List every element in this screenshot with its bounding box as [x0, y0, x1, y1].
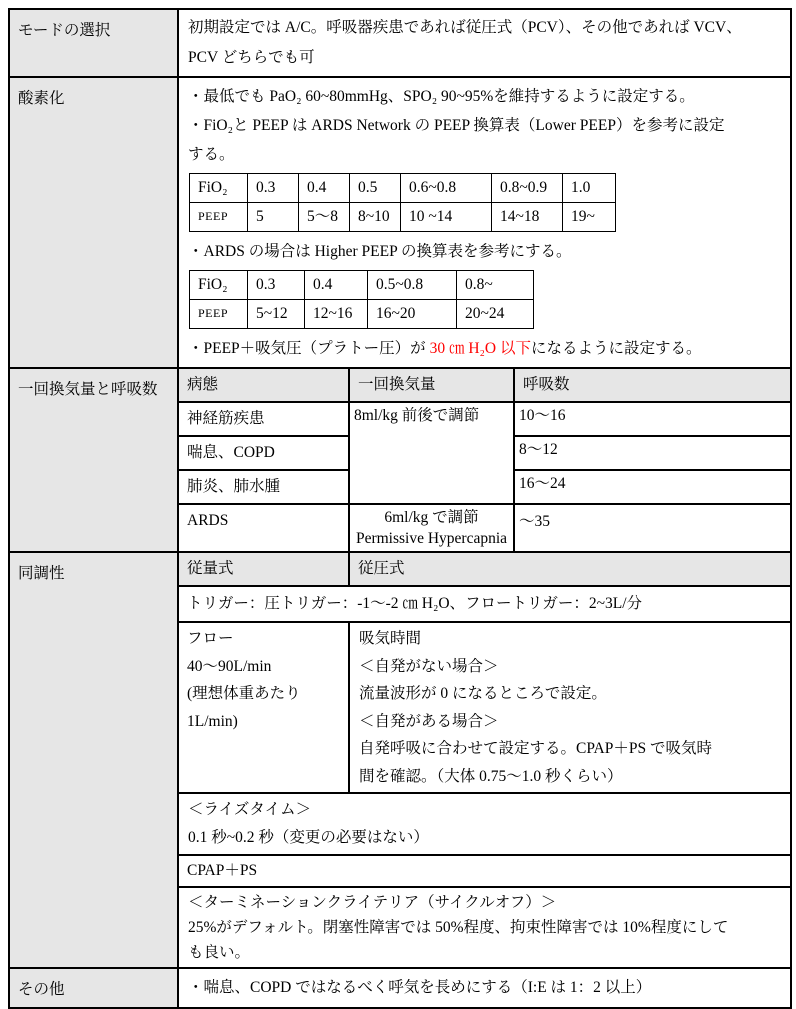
- ards-volume-line2: Permissive Hypercapnia: [355, 530, 508, 547]
- peep-value-cell: 12~16: [305, 300, 368, 329]
- ards-volume-line1: 6ml/kg で調節: [384, 509, 479, 526]
- respiratory-rate-cell: 16～24: [514, 470, 791, 504]
- oxygenation-row-content: [178, 77, 791, 368]
- plateau-suffix: になるように設定する。: [530, 340, 702, 357]
- peep-value-cell: 20~24: [457, 300, 534, 329]
- ards-tidal-volume-cell: [349, 504, 514, 552]
- flow-setting-cell: [178, 622, 349, 793]
- peep-value-cell: 19~: [563, 203, 616, 232]
- mode-row-label: モードの選択: [9, 9, 178, 77]
- inspiratory-time-cell: [349, 622, 791, 793]
- fio2-value-cell: 0.4: [305, 271, 368, 300]
- mode-text-line2: PCV どちらでも可: [188, 49, 315, 66]
- insp-time-line1: 吸気時間: [359, 630, 422, 647]
- termination-line1: ＜ターミネーションクライテリア（サイクルオフ）＞: [188, 894, 557, 911]
- flow-line1: フロー: [187, 630, 234, 647]
- lower-peep-peep-row: [190, 203, 616, 232]
- other-row: [9, 968, 791, 1008]
- other-row-label: その他: [9, 968, 178, 1008]
- ventilator-settings-table: [8, 8, 792, 1009]
- tidal-row-label: 一回換気量と呼吸数: [9, 368, 178, 552]
- fio2-value-cell: 0.5~0.8: [368, 271, 457, 300]
- peep-value-cell: 8~10: [350, 203, 401, 232]
- insp-time-line4: ＜自発がある場合＞: [359, 712, 499, 730]
- mode-text-line1: 初期設定では A/C。呼吸器疾患であれば従圧式（PCV）、その他であれば VCV、: [188, 19, 742, 36]
- termination-line2: 25%がデフォルト。閉塞性障害では 50%程度、拘束性障害では 10%程度にして: [188, 919, 729, 936]
- fio2-value-cell: 0.8~0.9: [492, 174, 563, 203]
- disease-cell: ARDS: [178, 504, 349, 552]
- plateau-red-highlight: 30 ㎝ H₂O 以下: [429, 340, 531, 357]
- disease-cell: 神経筋疾患: [178, 402, 349, 436]
- fio2-value-cell: 0.8~: [457, 271, 534, 300]
- volume-control-column-header: 従量式: [178, 552, 349, 586]
- respiratory-rate-cell: ～35: [514, 504, 791, 552]
- fio2-value-cell: 0.6~0.8: [401, 174, 492, 203]
- peep-value-cell: 16~20: [368, 300, 457, 329]
- higher-peep-bullet: ・ARDS の場合は Higher PEEP の換算表を参考にする。: [188, 243, 572, 260]
- peep-value-cell: 5~12: [248, 300, 305, 329]
- tidal-volume-column-header: 一回換気量: [349, 368, 514, 402]
- peep-value-cell: 14~18: [492, 203, 563, 232]
- oxygenation-target-bullet: ・最低でも PaO₂ 60~80mmHg、SPO₂ 90~95%を維持するように設定する。: [188, 88, 695, 105]
- shared-tidal-volume-cell: 8ml/kg 前後で調節: [349, 402, 514, 504]
- synchrony-header-row: [9, 552, 791, 586]
- other-row-content: ・喘息、COPD ではなるべく呼気を長めにする（I:E は 1：2 以上）: [178, 968, 791, 1008]
- respiratory-rate-cell: 8～12: [514, 436, 791, 470]
- insp-time-line3: 流量波形が 0 になるところで設定。: [359, 685, 607, 702]
- ventilator-settings-document: [8, 8, 790, 1009]
- lower-peep-table: [189, 173, 616, 232]
- fio2-value-cell: 0.4: [299, 174, 350, 203]
- fio2-value-cell: 0.3: [248, 174, 299, 203]
- lower-peep-bullet-line1: ・FiO₂と PEEP は ARDS Network の PEEP 換算表（Lower PEEP）を参考に設定: [188, 117, 725, 134]
- peep-value-cell: 5～8: [299, 203, 350, 232]
- insp-time-line2: ＜自発がない場合＞: [359, 657, 499, 675]
- trigger-setting-cell: トリガー：圧トリガー：-1～-2 ㎝ H₂O、フロートリガー：2~3L/分: [178, 586, 791, 622]
- oxygenation-row-label: 酸素化: [9, 77, 178, 368]
- rise-time-cell: [178, 793, 791, 855]
- fio2-value-cell: 0.3: [248, 271, 305, 300]
- peep-value-cell: 5: [248, 203, 299, 232]
- fio2-header-cell: FiO₂: [190, 271, 248, 300]
- peep-header-cell: PEEP: [190, 300, 248, 329]
- fio2-value-cell: 0.5: [350, 174, 401, 203]
- mode-row-content: [178, 9, 791, 77]
- peep-value-cell: 10 ~14: [401, 203, 492, 232]
- respiratory-rate-column-header: 呼吸数: [514, 368, 791, 402]
- flow-line2: 40～90L/min: [187, 657, 272, 675]
- fio2-value-cell: 1.0: [563, 174, 616, 203]
- insp-time-line6: 間を確認。（大体 0.75～1.0 秒くらい）: [359, 767, 623, 785]
- disease-cell: 肺炎、肺水腫: [178, 470, 349, 504]
- fio2-header-cell: FiO₂: [190, 174, 248, 203]
- higher-peep-peep-row: [190, 300, 534, 329]
- disease-cell: 喘息、COPD: [178, 436, 349, 470]
- cpap-ps-header-cell: CPAP＋PS: [178, 855, 791, 887]
- oxygenation-row: [9, 77, 791, 368]
- flow-line3: (理想体重あたり 1L/min): [187, 685, 301, 730]
- higher-peep-table: [189, 270, 534, 329]
- plateau-prefix: ・PEEP＋吸気圧（プラトー圧）が: [188, 340, 430, 357]
- rise-time-line1: ＜ライズタイム＞: [188, 801, 312, 818]
- disease-column-header: 病態: [178, 368, 349, 402]
- termination-line3: も良い。: [188, 944, 251, 961]
- plateau-pressure-bullet: [188, 334, 781, 363]
- respiratory-rate-cell: 10～16: [514, 402, 791, 436]
- insp-time-line5: 自発呼吸に合わせて設定する。CPAP＋PS で吸気時: [359, 740, 712, 757]
- lower-peep-fio2-row: [190, 174, 616, 203]
- rise-time-line2: 0.1 秒~0.2 秒（変更の必要はない）: [188, 829, 429, 846]
- lower-peep-bullet-line2: する。: [188, 146, 235, 163]
- peep-header-cell: PEEP: [190, 203, 248, 232]
- mode-row: [9, 9, 791, 77]
- tidal-header-row: [9, 368, 791, 402]
- synchrony-row-label: 同調性: [9, 552, 178, 968]
- termination-criteria-cell: [178, 887, 791, 968]
- pressure-control-column-header: 従圧式: [349, 552, 791, 586]
- higher-peep-fio2-row: [190, 271, 534, 300]
